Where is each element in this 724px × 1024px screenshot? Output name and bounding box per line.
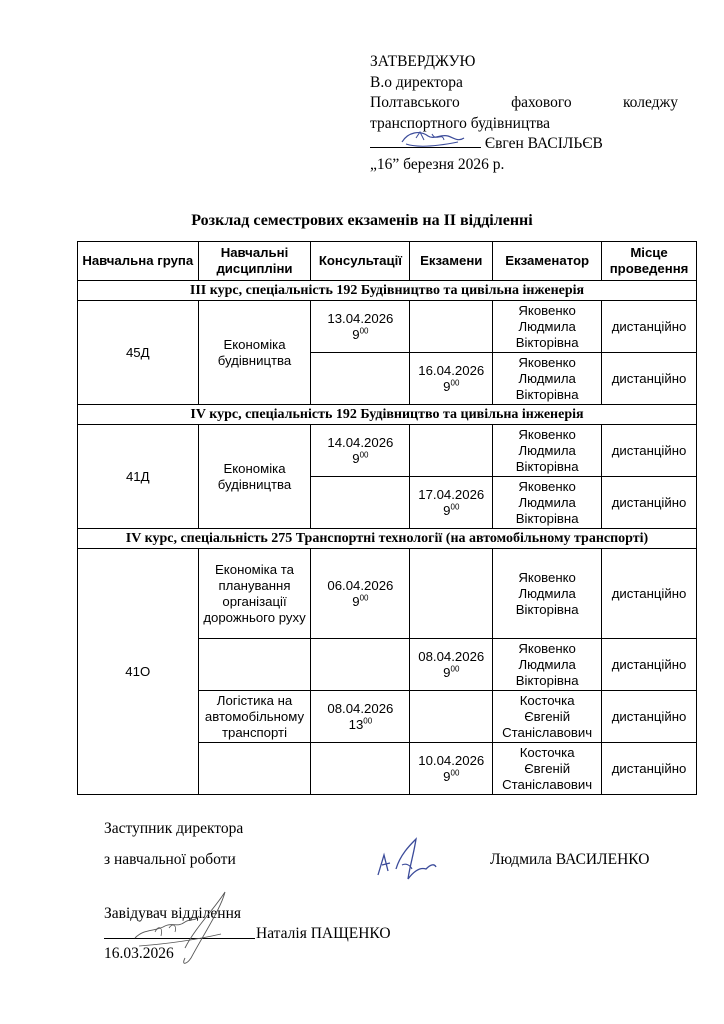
exam-cell: 16.04.2026 $9^{00}$ <box>410 353 493 405</box>
examiner-cell: Яковенко Людмила Вікторівна <box>493 425 602 477</box>
place-cell: дистанційно <box>602 477 697 529</box>
section-title: IV курс, спеціальність 192 Будівництво та цивільна інженерія <box>78 405 697 425</box>
place-cell: дистанційно <box>602 353 697 405</box>
table-row <box>78 549 697 639</box>
deputy-title-line2: з навчальної роботи <box>104 851 236 868</box>
place-cell: дистанційно <box>602 549 697 639</box>
consultation-cell: 14.04.2026 $9^{00}$ <box>311 425 410 477</box>
header-examiner: Екзаменатор <box>493 242 602 281</box>
approval-date: „16” березня 2026 р. <box>370 155 505 173</box>
examiner-cell: Яковенко Людмила Вікторівна <box>493 353 602 405</box>
discipline-cell: Економіка будівництва <box>198 301 311 405</box>
group-cell: 41О <box>78 549 199 795</box>
consultation-cell: 13.04.2026 $9^{00}$ <box>311 301 410 353</box>
header-discipline: Навчальні дисципліни <box>198 242 311 281</box>
approval-heading: ЗАТВЕРДЖУЮ <box>370 53 476 70</box>
header-group: Навчальна група <box>78 242 199 281</box>
section-header <box>78 529 697 549</box>
examiner-cell: Косточка Євгеній Станіславович <box>493 743 602 795</box>
consultation-cell: 08.04.2026 $13^{00}$ <box>311 691 410 743</box>
exam-cell <box>410 691 493 743</box>
table-row <box>78 301 697 353</box>
approval-college: Полтавського фахового коледжу <box>370 94 678 111</box>
exam-cell <box>410 301 493 353</box>
exam-cell <box>410 425 493 477</box>
group-cell: 41Д <box>78 425 199 529</box>
exam-cell: 17.04.2026 $9^{00}$ <box>410 477 493 529</box>
consultation-cell <box>311 477 410 529</box>
consultation-cell <box>311 639 410 691</box>
discipline-cell-empty <box>198 743 311 795</box>
exam-cell <box>410 549 493 639</box>
consultation-cell <box>311 353 410 405</box>
approval-signature-line <box>370 134 678 155</box>
discipline-cell: Економіка будівництва <box>198 425 311 529</box>
approval-college-cont: транспортного будівництва <box>370 114 551 132</box>
document-date: 16.03.2026 <box>104 945 174 962</box>
deputy-title-line1: Заступник директора <box>104 820 244 837</box>
director-signature <box>370 134 481 148</box>
header-exams: Екзамени <box>410 242 493 281</box>
head-title: Завідувач відділення <box>104 905 241 922</box>
table-row <box>78 425 697 477</box>
place-cell: дистанційно <box>602 301 697 353</box>
discipline-cell: Логістика на автомобільному транспорті <box>198 691 311 743</box>
page-title: Розклад семестрових екзаменів на ІІ відділенні <box>191 212 533 229</box>
consultation-cell <box>311 743 410 795</box>
section-title: ІІІ курс, спеціальність 192 Будівництво та цивільна інженерія <box>78 281 697 301</box>
approval-block <box>370 52 678 175</box>
examiner-cell: Яковенко Людмила Вікторівна <box>493 477 602 529</box>
section-header <box>78 281 697 301</box>
consultation-cell: 06.04.2026 $9^{00}$ <box>311 549 410 639</box>
place-cell: дистанційно <box>602 743 697 795</box>
place-cell: дистанційно <box>602 425 697 477</box>
table-header-row <box>78 242 697 281</box>
examiner-cell: Косточка Євгеній Станіславович <box>493 691 602 743</box>
approval-position: В.о директора <box>370 73 463 91</box>
group-cell: 45Д <box>78 301 199 405</box>
examiner-cell: Яковенко Людмила Вікторівна <box>493 639 602 691</box>
discipline-cell: Економіка та планування організації дорожнього руху <box>198 549 311 639</box>
discipline-cell-empty <box>198 639 311 691</box>
section-header <box>78 405 697 425</box>
deputy-signature <box>370 835 440 885</box>
deputy-name: Людмила ВАСИЛЕНКО <box>490 851 650 868</box>
exam-cell: 08.04.2026 $9^{00}$ <box>410 639 493 691</box>
place-cell: дистанційно <box>602 639 697 691</box>
header-consultations: Консультації <box>311 242 410 281</box>
examiner-cell: Яковенко Людмила Вікторівна <box>493 549 602 639</box>
header-place: Місце проведення <box>602 242 697 281</box>
director-name: Євген ВАСІЛЬЄВ <box>484 135 603 152</box>
examiner-cell: Яковенко Людмила Вікторівна <box>493 301 602 353</box>
exam-schedule-table <box>77 241 697 795</box>
exam-cell: 10.04.2026 $9^{00}$ <box>410 743 493 795</box>
section-title: IV курс, спеціальність 275 Транспортні технології (на автомобільному транспорті) <box>78 529 697 549</box>
head-name: Наталія ПАЩЕНКО <box>256 925 391 942</box>
place-cell: дистанційно <box>602 691 697 743</box>
